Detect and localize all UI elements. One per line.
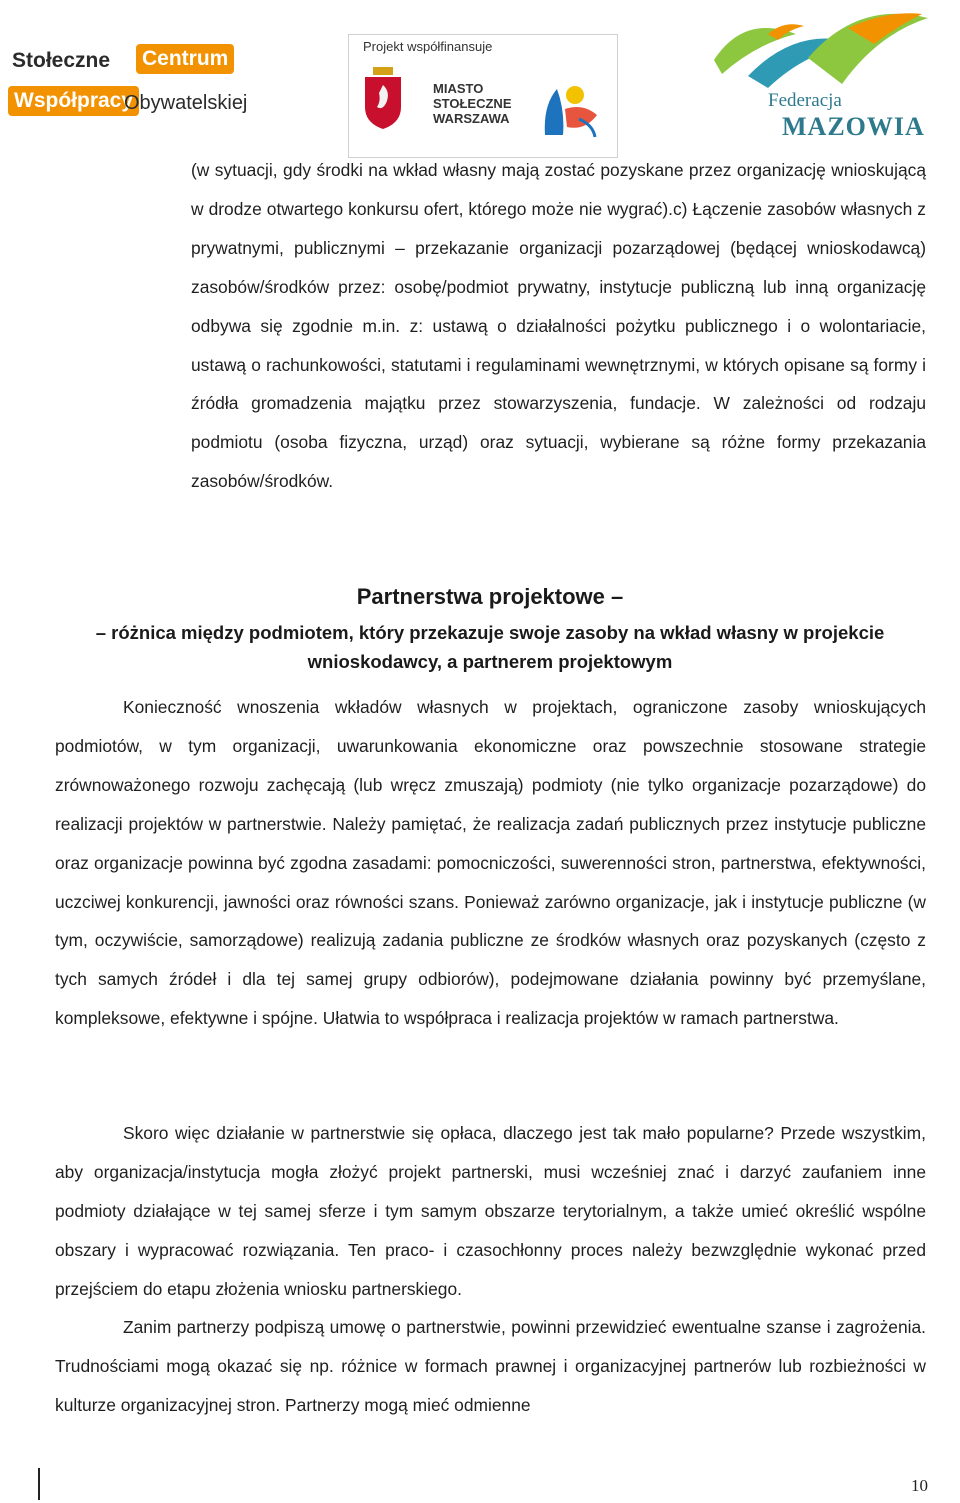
logo-text: Obywatelskiej [124,92,248,114]
city-name-line: WARSZAWA [433,111,510,126]
warsaw-crest-icon [363,67,403,129]
federation-leaf-icon [708,4,956,104]
mascot-icon [535,75,605,145]
section-heading: Partnerstwa projektowe – [356,584,624,609]
logo-federacja-mazowia [708,4,956,140]
logo-warszawa-cofinancing [348,34,618,158]
paragraph: Konieczność wnoszenia wkładów własnych w projektach, ograniczone zasoby wnioskujących podmiotów, w tym organizacji, uwarunkowania ekonomiczne oraz powszechnie stosowane strategie zrównoważonego rozwoju zachęcają (lub wręcz zmuszają) podmioty (nie tylko organizacje pozarządowe) do realizacji projektów w partnerstwie. Należy pamiętać, że realizacja zadań publicznych przez instytucje publiczne oraz organizacje powinna być zgodna zasadami: pomocniczości, suwerenności stron, partnerstwa, efektywności, uczciwej konkurencji, jawności oraz równości szans. Ponieważ zarówno organizacje, jak i instytucje publiczne (w tym, oczywiście, samorządowe) realizują zadania publiczne ze środków własnych oraz pozyskanych (często z tych samych źródeł i dla tej samej grupy odbiorów), podejmowane działania powinny być przemyślane, kompleksowe, efektywne i spójne. Ułatwia to współpraca i realizacja projektów w ramach partnerstwa. [55,697,926,1029]
city-name-line: MIASTO [433,81,484,96]
paragraph: (w sytuacji, gdy środki na wkład własny mają zostać pozyskane przez organizację wnioskującą w drodze otwartego konkursu ofert, którego może nie wygrać).c) Łączenie zasobów własnych z prywatnymi, publicznymi – przekazanie organizacji pozarządowej (będącej wnioskodawcą) zasobów/środków przez: osobę/podmiot prywatny, instytucje publiczną lub inną organizację odbywa się zgodnie m.in. z: ustawą o działalności pożytku publicznego i o wolontariacie, ustawą o rachunkowości, statutami i regulaminami wewnętrznymi, w których opisane są formy i źródła gromadzenia majątku przez stowarzyszenia, fundacje. W zależności od rodzaju podmiotu (osoba fizyczna, urząd) oraz sytuacji, wybierane są różne formy przekazania zasobów/środków. [191,160,926,492]
paragraph: Skoro więc działanie w partnerstwie się opłaca, dlaczego jest tak mało popularne? Przede wszystkim, aby organizacja/instytucja mogła złożyć projekt partnerski, musi wcześniej znać i darzyć zaufaniem inne podmioty działające w tej samej sferze i tym samym obszarze terytorialnym, a także umieć określić wspólne obszary i wypracować rozwiązania. Ten praco- i czasochłonny proces należy bezwzględnie wykonać przed przejściem do etapu złożenia wniosku partnerskiego. [55,1123,926,1299]
city-name [433,81,512,126]
logo-text: Współpracy [8,86,139,116]
federation-name: Federacja [768,90,842,111]
footer-divider [38,1468,40,1500]
page-number: 10 [911,1476,928,1495]
logo-text: Stołeczne [12,49,111,72]
federation-name: MAZOWIA [782,112,925,141]
section-subheading: – różnica między podmiotem, który przekazuje swoje zasoby na wkład własny w projekcie wnioskodawcy, a partnerem projektowym [95,622,885,672]
logo-stoleczne-centrum [8,44,248,132]
paragraph: Zanim partnerzy podpiszą umowę o partnerstwie, powinni przewidzieć ewentualne szanse i zagrożenia. Trudnościami mogą okazać się np. różnice w formach prawnej i organizacyjnej partnerów lub rozbieżności w kulturze organizacyjnej stron. Partnerzy mogą mieć odmienne [55,1317,926,1415]
logo-text: Centrum [136,44,234,74]
city-name-line: STOŁECZNE [433,96,512,111]
cofinancing-label: Projekt współfinansuje [363,39,493,54]
